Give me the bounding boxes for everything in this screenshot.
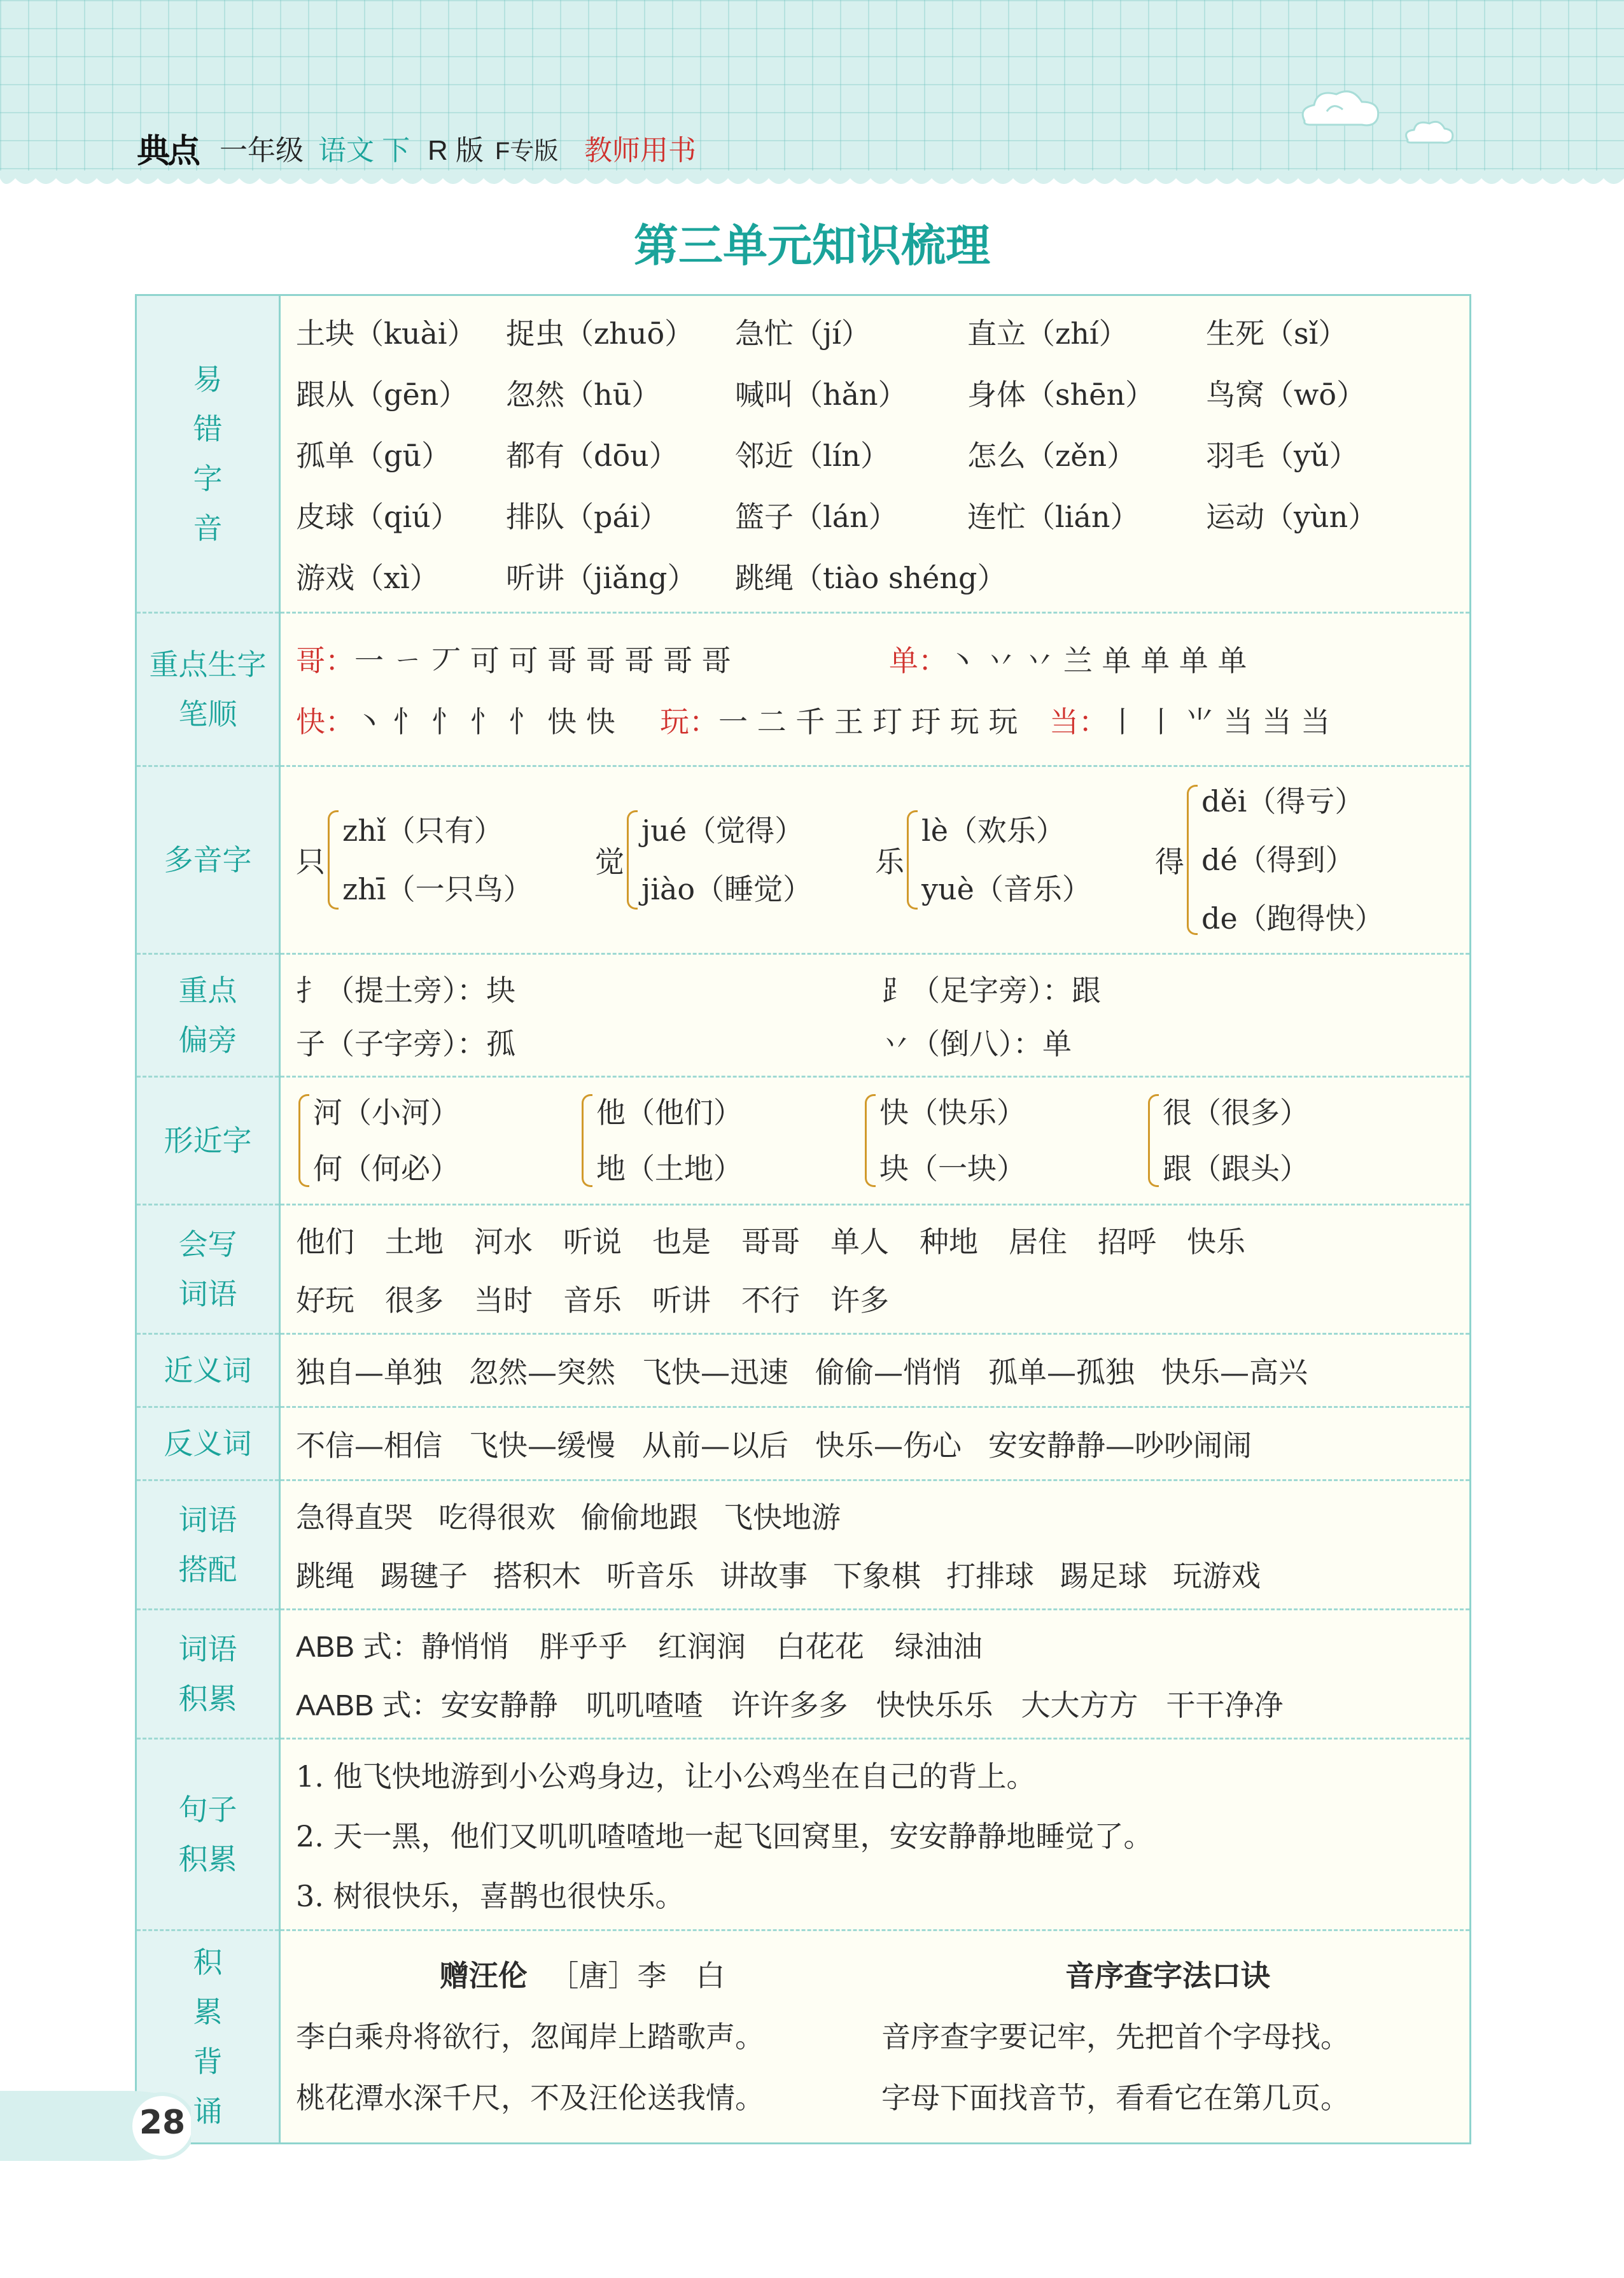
abb-word: 静悄悄 — [421, 1629, 509, 1664]
poly-reading: de（跑得快） — [1201, 901, 1384, 936]
stroke-char-dang: 当： — [1049, 705, 1108, 739]
page-number: 28 — [139, 2104, 186, 2142]
content-collocation — [280, 1480, 1471, 1610]
radical-item: 丷（倒八）：单 — [881, 1027, 1072, 1061]
synonym-pair: 偷偷—悄悄 — [815, 1355, 962, 1389]
label-synonyms: 近义词 — [136, 1334, 280, 1407]
pron-item: 孤单（gū） — [296, 439, 451, 473]
aabb-word: 叽叽喳喳 — [585, 1688, 703, 1722]
synonym-pair: 忽然—突然 — [469, 1355, 615, 1389]
collocation-item: 飞快地游 — [724, 1500, 841, 1535]
header-book: 教师用书 — [584, 135, 696, 166]
pron-item: 急忙（jí） — [735, 316, 871, 351]
synonym-pair: 快乐—高兴 — [1161, 1355, 1308, 1389]
row-sentences — [136, 1739, 1471, 1930]
label-stroke-order: 重点生字 笔顺 — [136, 613, 280, 766]
similar-char: 快（快乐） — [879, 1095, 1026, 1130]
antonym-pair: 安安静静—吵吵闹闹 — [988, 1428, 1252, 1463]
radical-item: 扌（提土旁）：块 — [296, 973, 515, 1008]
poem-author: ［唐］李 白 — [549, 1958, 725, 1993]
content-antonyms — [280, 1407, 1471, 1480]
similar-char: 块（一块） — [879, 1151, 1026, 1186]
content-polyphones — [280, 766, 1471, 954]
synonym-pair: 飞快—迅速 — [642, 1355, 788, 1389]
word-item: 不行 — [741, 1283, 800, 1318]
word-item: 种地 — [920, 1225, 978, 1259]
content-easy-wrong — [280, 295, 1471, 613]
similar-char: 很（很多） — [1163, 1095, 1309, 1130]
brand-logo: 典点 — [137, 132, 199, 171]
page-title: 第三单元知识梳理 — [634, 220, 990, 272]
row-antonyms — [136, 1407, 1471, 1480]
row-stroke-order — [136, 613, 1471, 766]
word-item: 单人 — [830, 1225, 889, 1259]
antonym-pair: 从前—以后 — [642, 1428, 788, 1463]
radical-item: 子（子字旁）：孤 — [296, 1027, 515, 1061]
collocation-item: 急得直哭 — [296, 1500, 413, 1535]
synonym-pair: 独自—单独 — [296, 1355, 442, 1389]
collocation-item: 下象棋 — [833, 1559, 921, 1593]
stroke-char-kuai: 快： — [296, 705, 354, 739]
row-easy-wrong-pronunciation — [136, 295, 1471, 613]
word-item: 也是 — [652, 1225, 711, 1259]
poly-char-le: 乐 — [875, 845, 904, 879]
pron-item: 鸟窝（wō） — [1206, 377, 1366, 412]
header-subject: 语文 下 — [318, 135, 410, 166]
collocation-item: 讲故事 — [720, 1559, 808, 1593]
content-synonyms — [280, 1334, 1471, 1407]
content-sentences — [280, 1739, 1471, 1930]
stroke-seq-kuai: 丶 忄 忄 忄 忄 快 快 — [354, 705, 615, 739]
abb-word: 胖乎乎 — [539, 1629, 627, 1664]
stroke-seq-ge: 一 ㄧ 丆 可 可 哥 哥 哥 哥 哥 — [354, 643, 731, 678]
rhyme-title: 音序查字法口诀 — [1065, 1958, 1270, 1993]
aabb-word: 安安静静 — [440, 1688, 558, 1722]
antonym-pair: 不信—相信 — [296, 1428, 442, 1463]
row-recite — [136, 1930, 1471, 2144]
collocation-item: 踢足球 — [1060, 1559, 1147, 1593]
label-polyphones: 多音字 — [136, 766, 280, 954]
collocation-item: 搭积木 — [493, 1559, 581, 1593]
aabb-word: 大大方方 — [1021, 1688, 1138, 1722]
row-collocation — [136, 1480, 1471, 1610]
sentence: 1. 他飞快地游到小公鸡身边，让小公鸡坐在自己的背上。 — [296, 1759, 1036, 1794]
poly-reading: yuè（音乐） — [921, 872, 1091, 906]
pron-item: 邻近（lín） — [735, 439, 890, 473]
collocation-item: 听音乐 — [606, 1559, 694, 1593]
stroke-seq-wan: 一 二 千 王 玎 玗 玩 玩 — [718, 705, 1018, 739]
similar-char: 河（小河） — [313, 1095, 459, 1130]
sentence: 2. 天一黑，他们又叽叽喳喳地一起飞回窝里，安安静静地睡觉了。 — [296, 1819, 1153, 1853]
collocation-item: 吃得很欢 — [438, 1500, 556, 1535]
similar-char: 地（土地） — [596, 1151, 743, 1186]
pron-item: 皮球（qiú） — [296, 500, 460, 534]
row-synonyms — [136, 1334, 1471, 1407]
stroke-char-wan: 玩： — [660, 705, 718, 739]
stroke-char-dan: 单： — [889, 643, 948, 678]
pron-item: 跟从（gēn） — [296, 377, 468, 412]
header-special: F专版 — [495, 138, 559, 165]
pron-item: 怎么（zěn） — [967, 439, 1137, 473]
row-radicals — [136, 954, 1471, 1077]
poly-reading: zhī（一只鸟） — [342, 872, 533, 906]
pron-item: 捉虫（zhuō） — [506, 316, 694, 351]
stroke-seq-dang: 丨 丨 ⺌ 当 当 当 — [1108, 705, 1331, 739]
content-recite — [280, 1930, 1471, 2144]
synonym-pair: 孤单—孤独 — [988, 1355, 1135, 1389]
stroke-seq-dan: 丶 丷 丷 兰 单 单 单 单 — [948, 643, 1247, 678]
poly-char-zhi: 只 — [296, 845, 325, 879]
aabb-word: 快快乐乐 — [876, 1688, 993, 1722]
abb-word: 白花花 — [776, 1629, 864, 1664]
collocation-item: 跳绳 — [296, 1559, 354, 1593]
pron-item: 喊叫（hǎn） — [735, 377, 907, 412]
poly-reading: jiào（睡觉） — [641, 872, 813, 906]
poly-reading: dé（得到） — [1201, 843, 1355, 877]
sentence: 3. 树很快乐，喜鹊也很快乐。 — [296, 1879, 685, 1913]
poem-line: 桃花潭水深千尺，不及汪伦送我情。 — [296, 2081, 764, 2115]
word-item: 好玩 — [296, 1283, 354, 1318]
collocation-item: 踢毽子 — [380, 1559, 468, 1593]
word-item: 快乐 — [1187, 1225, 1245, 1259]
abb-word: 红润润 — [657, 1629, 746, 1664]
header-edition: R 版 — [428, 135, 484, 166]
row-polyphones — [136, 766, 1471, 954]
content-word-accumulation — [280, 1610, 1471, 1739]
aabb-word: 干干净净 — [1166, 1688, 1284, 1722]
label-similar-chars: 形近字 — [136, 1077, 280, 1205]
knowledge-table — [135, 294, 1471, 2144]
antonym-pair: 飞快—缓慢 — [469, 1428, 615, 1463]
collocation-item: 玩游戏 — [1173, 1559, 1261, 1593]
pron-item: 羽毛（yǔ） — [1206, 439, 1359, 473]
antonym-pair: 快乐—伤心 — [815, 1428, 962, 1463]
poly-reading: zhǐ（只有） — [342, 813, 503, 848]
pron-item: 生死（sǐ） — [1206, 316, 1348, 351]
word-item: 音乐 — [563, 1283, 622, 1318]
row-word-accumulation — [136, 1610, 1471, 1739]
label-radicals: 重点 偏旁 — [136, 954, 280, 1077]
label-collocation: 词语 搭配 — [136, 1480, 280, 1610]
pron-item: 土块（kuài） — [296, 316, 477, 351]
pron-item: 运动（yùn） — [1206, 500, 1378, 534]
similar-char: 他（他们） — [596, 1095, 743, 1130]
pron-item: 身体（shēn） — [967, 377, 1155, 412]
similar-char: 何（何必） — [313, 1151, 459, 1186]
label-word-accumulation: 词语 积累 — [136, 1610, 280, 1739]
header-wave-edge — [0, 171, 1624, 196]
poem-title: 赠汪伦 — [439, 1958, 528, 1993]
word-item: 听讲 — [652, 1283, 711, 1318]
pron-item: 都有（dōu） — [506, 439, 678, 473]
pron-item: 直立（zhí） — [967, 316, 1128, 351]
poly-reading: jué（觉得） — [641, 813, 804, 848]
content-similar-chars — [280, 1077, 1471, 1205]
rhyme-line: 音序查字要记牢，先把首个字母找。 — [881, 2020, 1350, 2054]
cloud-icon — [1292, 83, 1387, 134]
label-antonyms: 反义词 — [136, 1407, 280, 1480]
collocation-item: 偷偷地跟 — [581, 1500, 698, 1535]
row-similar-chars — [136, 1077, 1471, 1205]
word-item: 当时 — [474, 1283, 533, 1318]
poly-char-de: 得 — [1155, 845, 1184, 879]
row-write-words — [136, 1205, 1471, 1334]
word-item: 招呼 — [1098, 1225, 1156, 1259]
small-cloud-icon — [1400, 115, 1457, 146]
pron-item: 听讲（jiǎng） — [506, 561, 697, 595]
radical-item: ⻊（足字旁）：跟 — [881, 973, 1101, 1008]
pron-item: 忽然（hū） — [506, 377, 661, 412]
pron-item: 篮子（lán） — [735, 500, 898, 534]
abb-label: ABB 式： — [296, 1630, 421, 1663]
aabb-word: 许许多多 — [731, 1688, 848, 1722]
poly-reading: děi（得亏） — [1201, 784, 1364, 819]
rhyme-line: 字母下面找音节，看看它在第几页。 — [881, 2081, 1350, 2115]
word-item: 居住 — [1009, 1225, 1067, 1259]
header-grade: 一年级 — [220, 135, 304, 166]
pron-item: 排队（pái） — [506, 500, 669, 534]
word-item: 听说 — [563, 1225, 622, 1259]
poem-line: 李白乘舟将欲行，忽闻岸上踏歌声。 — [296, 2020, 764, 2054]
word-item: 许多 — [830, 1283, 889, 1318]
word-item: 哥哥 — [741, 1225, 800, 1259]
label-recite: 积累背诵 — [136, 1930, 280, 2144]
poly-reading: lè（欢乐） — [921, 813, 1065, 848]
stroke-char-ge: 哥： — [296, 643, 354, 678]
aabb-label: AABB 式： — [296, 1689, 441, 1722]
content-stroke-order — [280, 613, 1471, 766]
pron-item: 游戏（xì） — [296, 561, 439, 595]
label-sentences: 句子 积累 — [136, 1739, 280, 1930]
collocation-item: 打排球 — [946, 1559, 1034, 1593]
label-easy-wrong: 易错字音 — [136, 295, 280, 613]
abb-word: 绿油油 — [894, 1629, 983, 1664]
pron-item: 连忙（lián） — [967, 500, 1140, 534]
content-radicals — [280, 954, 1471, 1077]
word-item: 很多 — [385, 1283, 444, 1318]
content-write-words — [280, 1205, 1471, 1334]
similar-char: 跟（跟头） — [1163, 1151, 1309, 1186]
poly-char-jue: 觉 — [595, 845, 624, 879]
word-item: 河水 — [474, 1225, 533, 1259]
pron-item: 跳绳（tiào shéng） — [735, 561, 1007, 595]
label-write-words: 会写 词语 — [136, 1205, 280, 1334]
word-item: 他们 — [296, 1225, 354, 1259]
word-item: 土地 — [385, 1225, 444, 1259]
